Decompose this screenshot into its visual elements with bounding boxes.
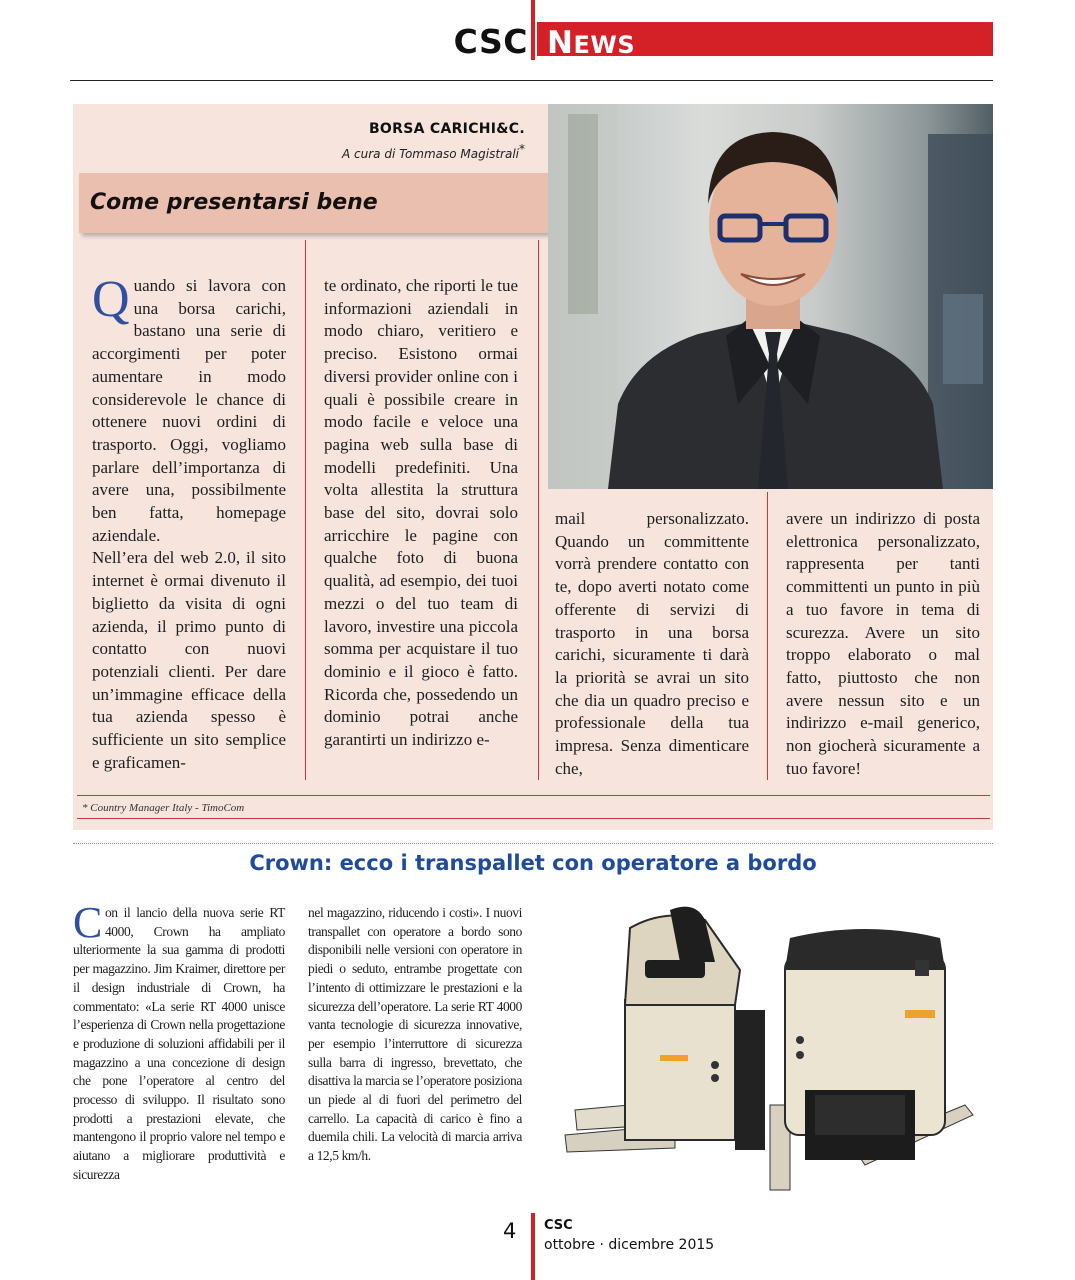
header-rule bbox=[70, 80, 993, 81]
article1-col4-text: avere un indirizzo di posta elettronica personalizzato, rappresenta per tanti committenti un punto in più a tuo favore in tema di scurezza. Avere un sito troppo elaborato o mal fatto, piuttosto che non avere nessun sito e un indirizzo e-mail generico, non giocherà sicuramente a tuo favore! bbox=[786, 509, 980, 778]
column-rule-2 bbox=[538, 240, 539, 780]
masthead-divider bbox=[531, 0, 535, 60]
footnote: * Country Manager Italy - TimoCom bbox=[82, 802, 245, 814]
article1-col3-text: mail personalizzato. Quando un committente vorrà prendere contatto con te, dopo averti notato come offerente di servizi di trasporto in una borsa carichi, sicuramente ti darà la priorità se avrai un sito che dia un quadro preciso e professionale della tua impresa. Senza dimenticare che, bbox=[555, 509, 749, 778]
crown-headline: Crown: ecco i transpallet con operatore a bordo bbox=[249, 851, 817, 875]
section-title: BORSA CARICHI&C. bbox=[368, 121, 525, 137]
article1-col2-text: te ordinato, che riporti le tue informazioni aziendali in modo chiaro, veritiero e preciso. Esistono ormai diversi provider online con i quali è possibile creare in modo facile e veloce una pagina web sulla base di modelli predefiniti. Una volta allestita la struttura base del sito, dovrai solo arricchire le pagine con qualche foto di buona qualità, ad esempio, dei tuoi mezzi o del tuo team di lavoro, investire una piccola somma per acquistare il tuo dominio e il gioco è fatto. Ricorda che, possedendo un dominio potrai anche garantirti un indirizzo e- bbox=[324, 276, 518, 750]
article2-col2 bbox=[308, 904, 522, 1166]
article1-col1-p2: Nell’era del web 2.0, il sito internet è ormai divenuto il biglietto da visita di ogni azienda, il primo punto di contatto con nuovi potenziali clienti. Per dare un’immagine efficace della tua azienda spesso è sufficiente un sito semplice e graficamen- bbox=[92, 548, 286, 772]
article1-col1 bbox=[92, 271, 286, 774]
article1-col1-p1: uando si lavora con una borsa carichi, bastano una serie di accorgimenti per poter aumentare in modo considerevole le chance di ottenere nuovi ordini di trasporto. Oggi, vogliamo parlare dell’importanza di avere una, possibilmente ben fatta, homepage aziendale. bbox=[92, 276, 286, 545]
pallet-truck-seated bbox=[565, 907, 765, 1152]
article2-col2-text: nel magazzino, riducendo i costi». I nuovi transpallet con operatore a bordo sono disponibili nelle versioni con operatore in piedi o seduto, entrambe progettate con l’intento di ottimizzare le prestazioni e la sicurezza dell’operatore. La serie RT 4000 vanta tecnologie di sicurezza innovative, per esempio l’interruttore di sicurezza sulla barra di ingresso, brevettato, che disattiva la marcia se l’operatore posiziona un piede al di fuori del perimetro del carrello. La capacità di carico è fino a duemila chili. La velocità di marcia arriva a 12,5 km/h. bbox=[308, 905, 522, 1164]
footnote-rule-bottom bbox=[77, 818, 990, 819]
transpallet-photo bbox=[555, 890, 985, 1195]
column-rule-1 bbox=[305, 240, 306, 780]
page-number: 4 bbox=[503, 1219, 517, 1243]
portrait-illustration bbox=[548, 104, 993, 489]
section-author bbox=[75, 142, 525, 161]
pallet-truck-standing bbox=[770, 929, 973, 1190]
masthead-csc: CSC bbox=[453, 22, 528, 61]
dropcap-q: Q bbox=[92, 271, 130, 328]
news-rest: EWS bbox=[573, 31, 636, 59]
article2-col1 bbox=[73, 898, 285, 1185]
footer-date: ottobre · dicembre 2015 bbox=[544, 1237, 715, 1253]
footer-divider bbox=[531, 1213, 535, 1280]
article1-col4 bbox=[786, 508, 980, 780]
article2-col1-text: on il lancio della nuova serie RT 4000, Crown ha ampliato ulteriormente la sua gamma di prodotti per magazzino. Jim Kraimer, direttore per il design industriale di Crown, ha commentato: «La serie RT 4000 unisce l’esperienza di Crown nella progettazione e produzione di soluzioni affidabili per il magazzino a una concezione di design che pone l’operatore al centro del processo di sviluppo. Il risultato sono prodotti a prestazioni elevate, che mantengono il proprio valore nel tempo e aiutano a migliorare produttività e sicurezza bbox=[73, 905, 285, 1182]
footnote-rule-top bbox=[77, 795, 990, 796]
portrait-photo bbox=[548, 104, 993, 489]
news-initial: N bbox=[547, 25, 574, 61]
headline: Come presentarsi bene bbox=[90, 190, 378, 215]
author-name: A cura di Tommaso Magistrali bbox=[342, 147, 519, 161]
dropcap-c: C bbox=[73, 898, 102, 947]
section-separator bbox=[73, 843, 993, 844]
news-label bbox=[547, 25, 635, 61]
author-mark: * bbox=[519, 142, 525, 156]
article1-col3 bbox=[555, 508, 749, 780]
column-rule-3 bbox=[767, 492, 768, 780]
footer-csc: CSC bbox=[544, 1218, 573, 1233]
article1-col2 bbox=[324, 275, 518, 752]
